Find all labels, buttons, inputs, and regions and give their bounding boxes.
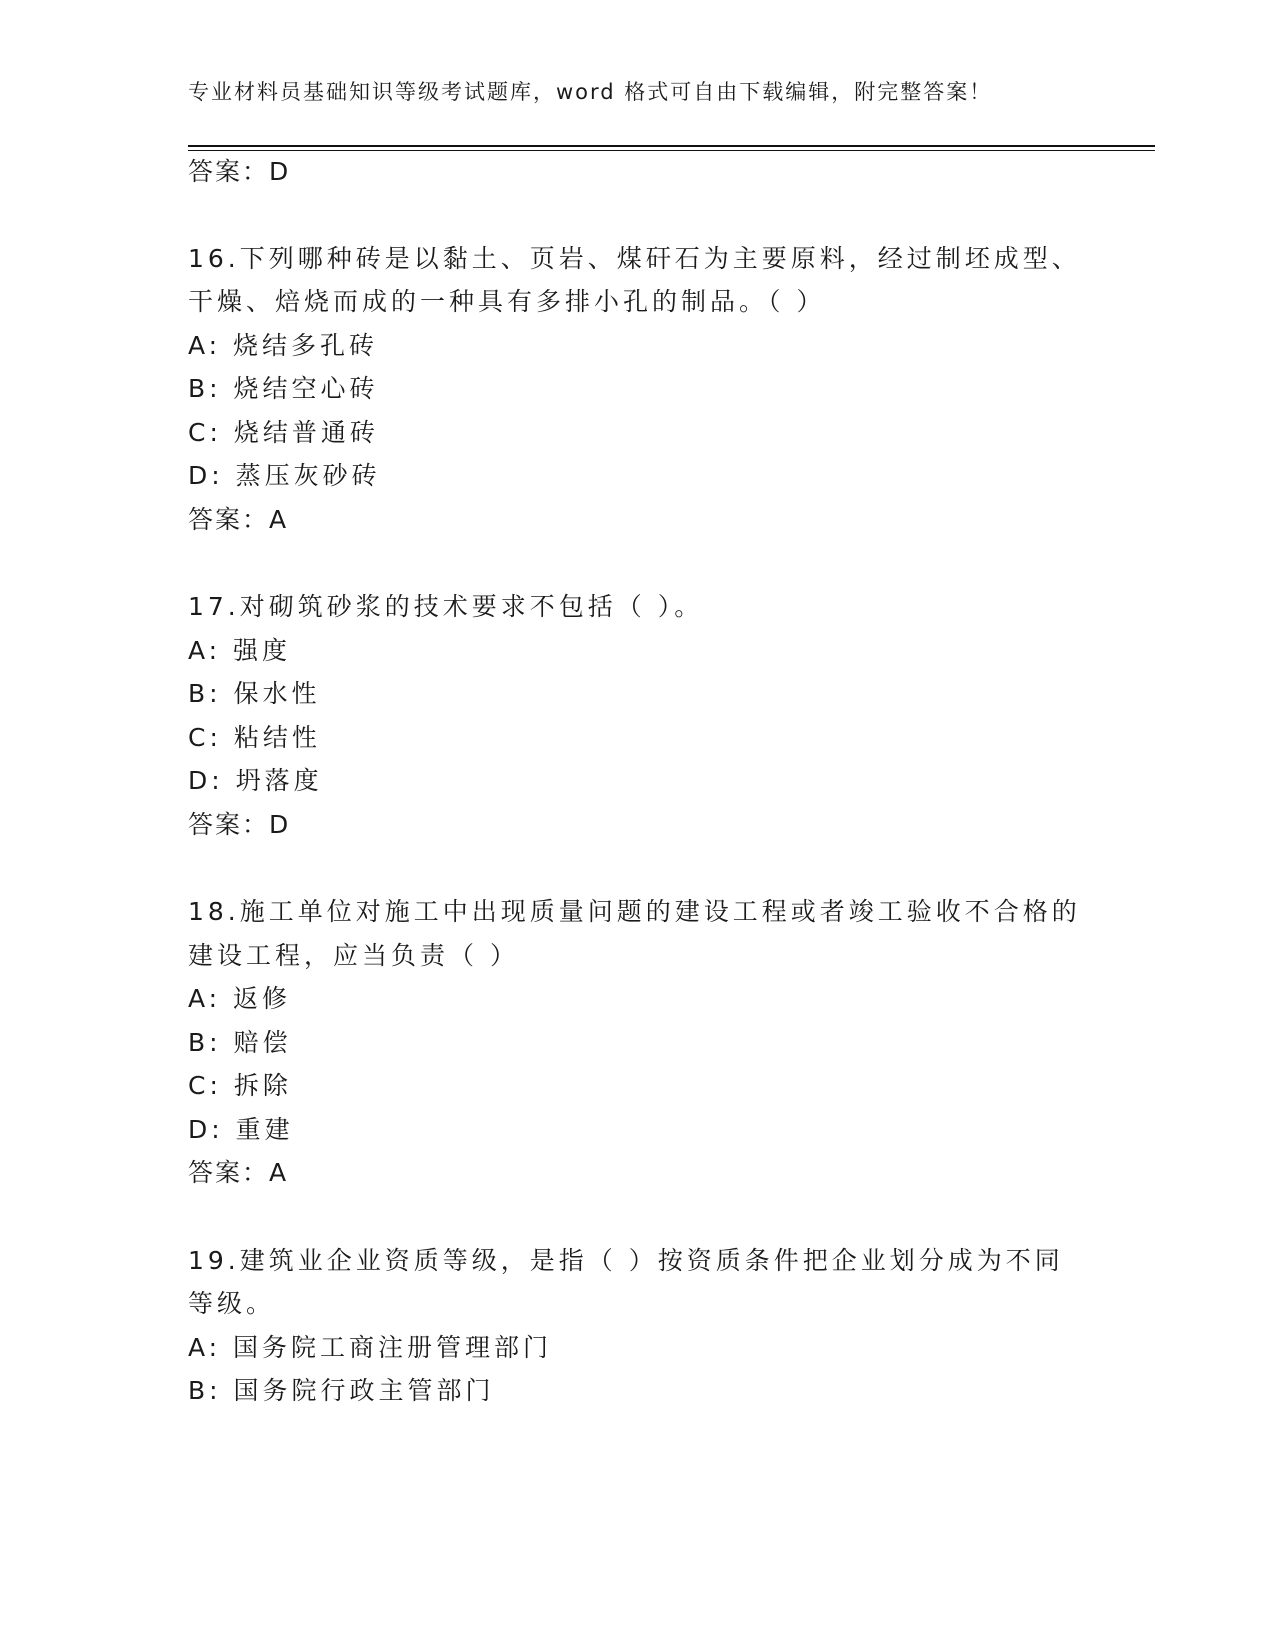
question-18-stem-line-2: 建设工程，应当负责（ ） bbox=[188, 941, 519, 970]
previous-answer: 答案：D bbox=[188, 157, 291, 186]
question-19-stem-line-2: 等级。 bbox=[188, 1289, 276, 1318]
page-header: 专业材料员基础知识等级考试题库，word 格式可自由下载编辑，附完整答案！ bbox=[188, 80, 993, 104]
question-16-option-c: C: 烧结普通砖 bbox=[188, 418, 379, 447]
question-16-option-b: B: 烧结空心砖 bbox=[188, 374, 379, 403]
question-17-answer: 答案：D bbox=[188, 810, 291, 839]
question-18-answer: 答案：A bbox=[188, 1158, 289, 1187]
question-18-option-b: B: 赔偿 bbox=[188, 1028, 292, 1057]
question-18-stem-line-1: 18.施工单位对施工中出现质量问题的建设工程或者竣工验收不合格的 bbox=[188, 897, 1081, 926]
question-17-option-b: B: 保水性 bbox=[188, 679, 321, 708]
question-16-option-d: D: 蒸压灰砂砖 bbox=[188, 461, 381, 490]
header-rule-thick bbox=[188, 145, 1155, 147]
question-17-option-a: A: 强度 bbox=[188, 636, 292, 665]
question-18-option-a: A: 返修 bbox=[188, 984, 292, 1013]
question-16-stem-line-2: 干燥、焙烧而成的一种具有多排小孔的制品。（ ） bbox=[188, 287, 826, 316]
question-17-option-d: D: 坍落度 bbox=[188, 766, 323, 795]
question-19-option-b: B: 国务院行政主管部门 bbox=[188, 1376, 495, 1405]
question-16-stem-line-1: 16.下列哪种砖是以黏土、页岩、煤矸石为主要原料，经过制坯成型、 bbox=[188, 244, 1081, 273]
question-16-answer: 答案：A bbox=[188, 505, 289, 534]
question-18-option-d: D: 重建 bbox=[188, 1115, 294, 1144]
question-17-stem-line-1: 17.对砌筑砂浆的技术要求不包括（ ）。 bbox=[188, 592, 704, 621]
question-19-option-a: A: 国务院工商注册管理部门 bbox=[188, 1333, 553, 1362]
question-17-option-c: C: 粘结性 bbox=[188, 723, 321, 752]
question-19-stem-line-1: 19.建筑业企业资质等级，是指（ ）按资质条件把企业划分成为不同 bbox=[188, 1246, 1064, 1275]
question-18-option-c: C: 拆除 bbox=[188, 1071, 292, 1100]
question-16-option-a: A: 烧结多孔砖 bbox=[188, 331, 379, 360]
header-rule-thin bbox=[188, 150, 1155, 151]
